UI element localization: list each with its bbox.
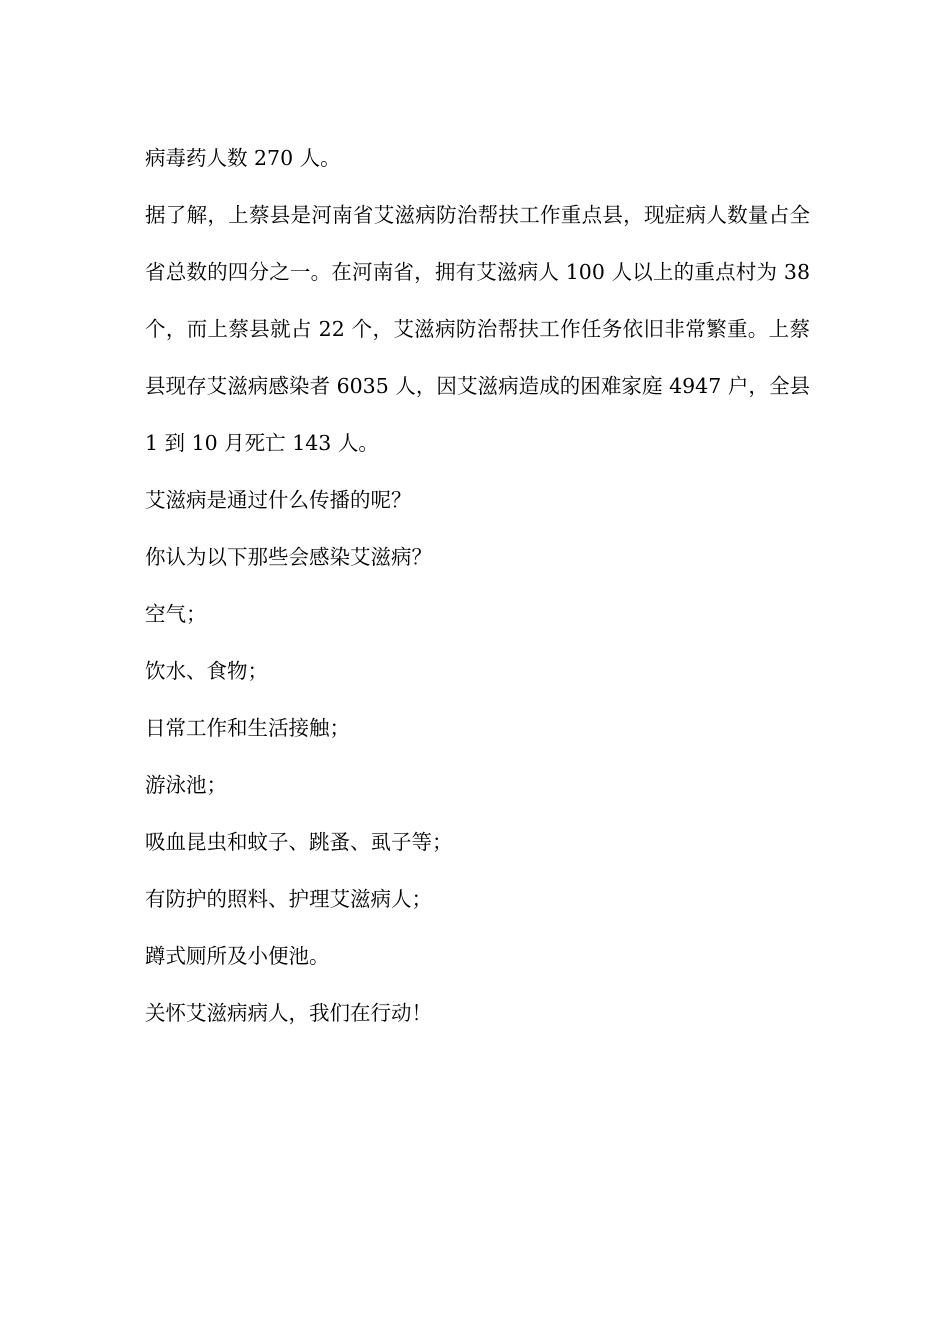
- document-body: [145, 130, 810, 1042]
- list-item-swimming-pool: 游泳池；: [145, 773, 227, 797]
- paragraph-transmission-question: 艾滋病是通过什么传播的呢？: [145, 488, 412, 512]
- paragraph-drug-count: 病毒药人数 270 人。: [145, 146, 341, 170]
- paragraph-quiz-prompt: 你认为以下那些会感染艾滋病？: [145, 545, 432, 569]
- list-item-protected-care: 有防护的照料、护理艾滋病人；: [145, 887, 432, 911]
- closing-slogan: 关怀艾滋病病人，我们在行动！: [145, 1001, 432, 1025]
- list-item-water-food: 饮水、食物；: [145, 659, 268, 683]
- paragraph-shangcai-overview: 据了解，上蔡县是河南省艾滋病防治帮扶工作重点县，现症病人数量占全省总数的四分之一。在河南省，拥有艾滋病人 100 人以上的重点村为 38 个，而上蔡县就占 22 个，艾滋病防治帮扶工作任务依旧非常繁重。上蔡县现存艾滋病感染者 6035 人，因艾滋病造成的困难家庭 4947 户，全县 1 到 10 月死亡 143 人。: [145, 203, 810, 455]
- list-item-air: 空气；: [145, 602, 207, 626]
- list-item-toilets: 蹲式厕所及小便池。: [145, 944, 330, 968]
- list-item-daily-contact: 日常工作和生活接触；: [145, 716, 350, 740]
- list-item-insects: 吸血昆虫和蚊子、跳蚤、虱子等；: [145, 830, 453, 854]
